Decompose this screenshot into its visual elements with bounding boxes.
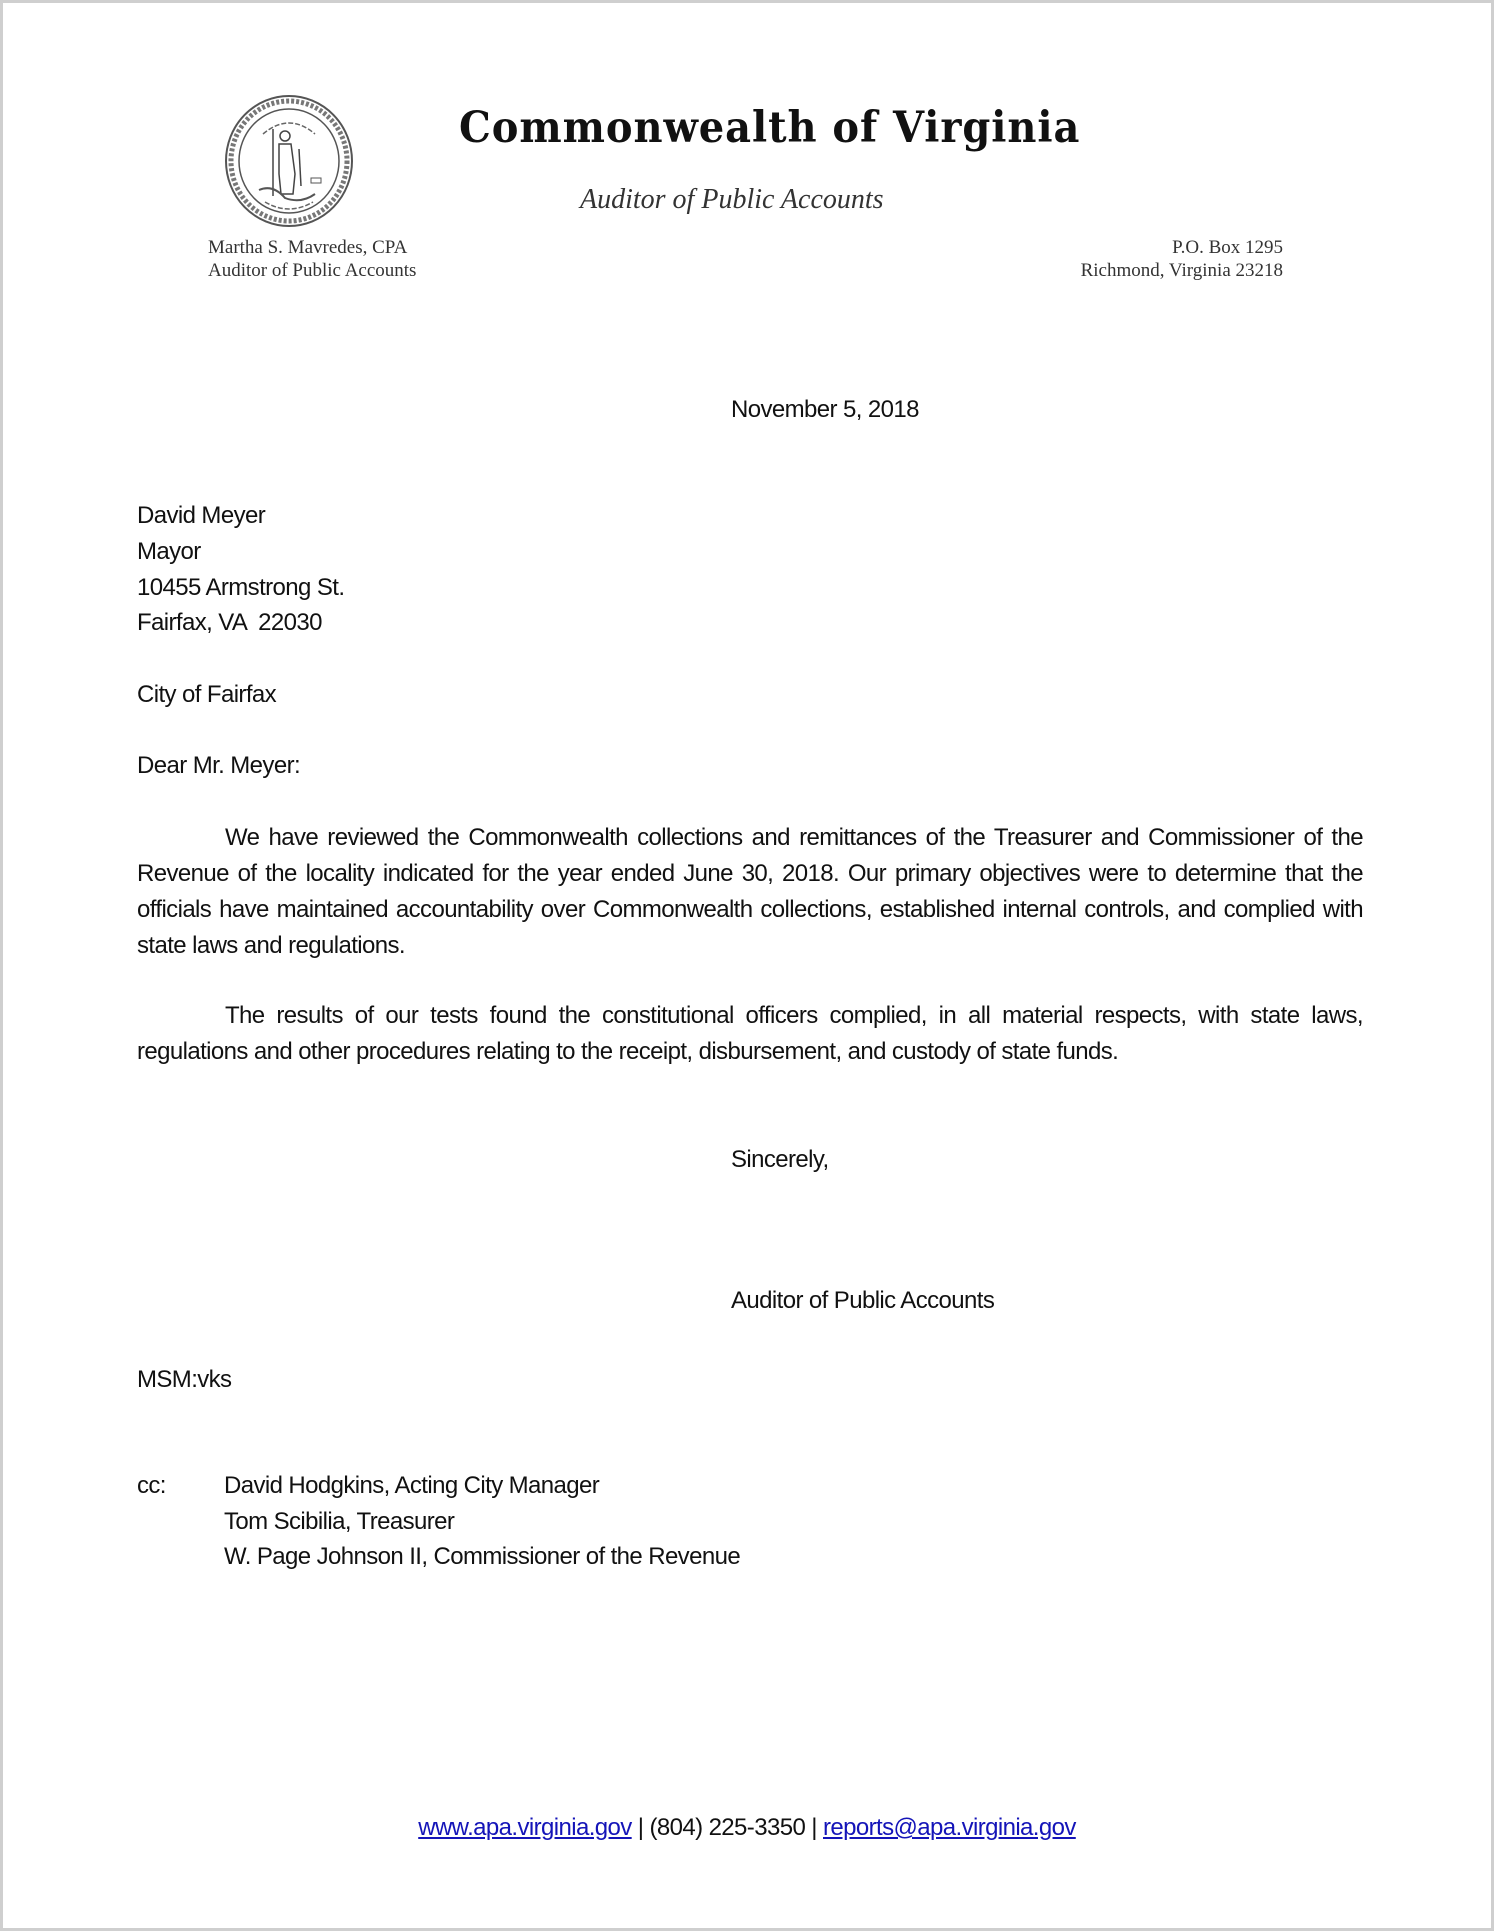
recipient-street: 10455 Armstrong St. (137, 574, 345, 601)
virginia-state-seal-icon (223, 94, 355, 228)
footer-separator: | (637, 1814, 644, 1841)
body-paragraph-1 (137, 820, 1363, 964)
cc-recipient: Tom Scibilia, Treasurer (224, 1508, 455, 1535)
phone-number: (804) 225-3350 (649, 1814, 806, 1841)
body-paragraph-2 (137, 998, 1363, 1070)
letterhead-subtitle: Auditor of Public Accounts (580, 184, 884, 215)
cc-recipient: David Hodgkins, Acting City Manager (224, 1472, 600, 1499)
footer-separator: | (811, 1814, 817, 1841)
auditor-name: Martha S. Mavredes, CPA (208, 237, 408, 258)
recipient-title: Mayor (137, 538, 201, 565)
valediction: Sincerely, (731, 1146, 829, 1173)
po-box: P.O. Box 1295 (1172, 237, 1283, 258)
cc-label: cc: (137, 1472, 166, 1499)
body-paragraph-2-text: The results of our tests found the constitutional officers complied, in all material respects, with state laws, regulations and other procedures relating to the receipt, disbursement, and custody of state funds. (137, 1002, 1363, 1065)
footer (3, 1810, 1491, 1846)
website-link[interactable]: www.apa.virginia.gov (418, 1814, 632, 1841)
cc-recipient: W. Page Johnson II, Commissioner of the Revenue (224, 1543, 741, 1570)
city-state-zip: Richmond, Virginia 23218 (1080, 260, 1283, 281)
body-paragraph-1-text: We have reviewed the Commonwealth collections and remittances of the Treasurer and Commissioner of the Revenue of the locality indicated for the year ended June 30, 2018. Our primary objectives were to determine that the officials have maintained accountability over Commonwealth collections, established internal controls, and complied with state laws and regulations. (137, 824, 1363, 959)
letterhead-title: Commonwealth of Virginia (459, 103, 1081, 153)
auditor-title: Auditor of Public Accounts (208, 260, 417, 281)
email-link[interactable]: reports@apa.virginia.gov (823, 1814, 1076, 1841)
letter-date: November 5, 2018 (731, 396, 919, 423)
recipient-locality: City of Fairfax (137, 681, 277, 708)
salutation: Dear Mr. Meyer: (137, 752, 301, 779)
signature-title: Auditor of Public Accounts (731, 1287, 995, 1314)
typist-initials: MSM:vks (137, 1366, 232, 1393)
recipient-name: David Meyer (137, 502, 266, 529)
recipient-city: Fairfax, VA 22030 (137, 609, 322, 636)
